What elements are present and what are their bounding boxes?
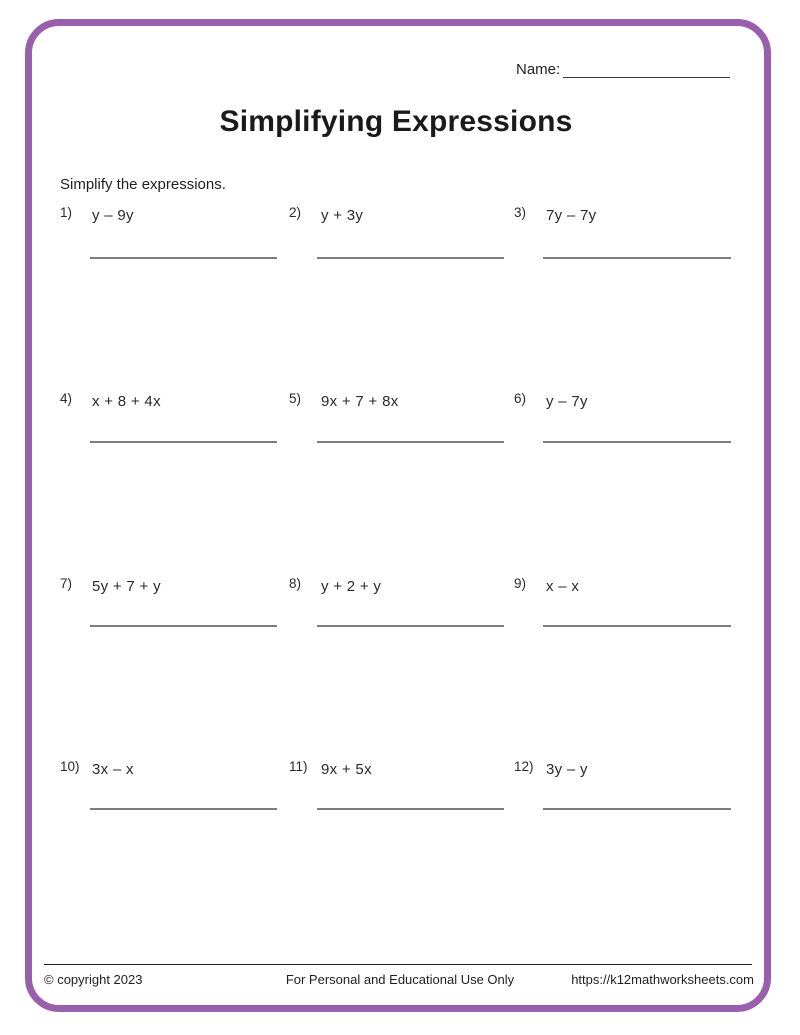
- problem-number: 4): [60, 391, 73, 406]
- problem-number: 7): [60, 576, 73, 591]
- footer-url: https://k12mathworksheets.com: [571, 972, 754, 987]
- problem-item: [289, 204, 489, 226]
- answer-line: [543, 441, 731, 443]
- problem-expression: x – x: [546, 578, 580, 595]
- problem-number: 11): [289, 759, 308, 774]
- problem-expression: y + 3y: [321, 207, 364, 224]
- problem-item: [514, 204, 714, 226]
- problem-item: [514, 390, 714, 412]
- answer-line: [90, 808, 277, 810]
- problem-expression: 3x – x: [92, 761, 134, 778]
- instruction-text: Simplify the expressions.: [60, 176, 226, 193]
- problem-expression: y – 7y: [546, 393, 588, 410]
- worksheet-border: [25, 19, 771, 1012]
- problem-expression: 9x + 7 + 8x: [321, 393, 399, 410]
- problem-item: [60, 758, 260, 780]
- problem-number: 8): [289, 576, 302, 591]
- problem-expression: y + 2 + y: [321, 578, 382, 595]
- problem-number: 2): [289, 205, 302, 220]
- footer-copyright: © copyright 2023: [44, 972, 143, 987]
- problem-item: [289, 575, 489, 597]
- problem-expression: x + 8 + 4x: [92, 393, 161, 410]
- problem-expression: 5y + 7 + y: [92, 578, 161, 595]
- problem-expression: 9x + 5x: [321, 761, 372, 778]
- problem-number: 3): [514, 205, 527, 220]
- answer-line: [317, 625, 504, 627]
- problem-item: [514, 575, 714, 597]
- problem-item: [60, 575, 260, 597]
- problem-number: 10): [60, 759, 80, 774]
- problem-number: 12): [514, 759, 534, 774]
- problem-number: 5): [289, 391, 302, 406]
- answer-line: [543, 625, 731, 627]
- answer-line: [317, 257, 504, 259]
- answer-line: [543, 808, 731, 810]
- problem-number: 1): [60, 205, 73, 220]
- problem-number: 9): [514, 576, 527, 591]
- problem-item: [289, 758, 489, 780]
- answer-line: [317, 441, 504, 443]
- problem-item: [60, 390, 260, 412]
- problem-expression: 7y – 7y: [546, 207, 597, 224]
- problem-item: [289, 390, 489, 412]
- name-blank-line: [563, 60, 730, 78]
- footer-divider: [44, 964, 752, 965]
- answer-line: [90, 257, 277, 259]
- footer-usage-text: For Personal and Educational Use Only: [285, 972, 515, 987]
- answer-line: [543, 257, 731, 259]
- problem-number: 6): [514, 391, 527, 406]
- answer-line: [90, 625, 277, 627]
- answer-line: [317, 808, 504, 810]
- name-label: Name:: [516, 61, 561, 78]
- problem-item: [514, 758, 714, 780]
- problem-item: [60, 204, 260, 226]
- page-title: Simplifying Expressions: [219, 105, 573, 138]
- problem-expression: y – 9y: [92, 207, 134, 224]
- answer-line: [90, 441, 277, 443]
- problem-expression: 3y – y: [546, 761, 588, 778]
